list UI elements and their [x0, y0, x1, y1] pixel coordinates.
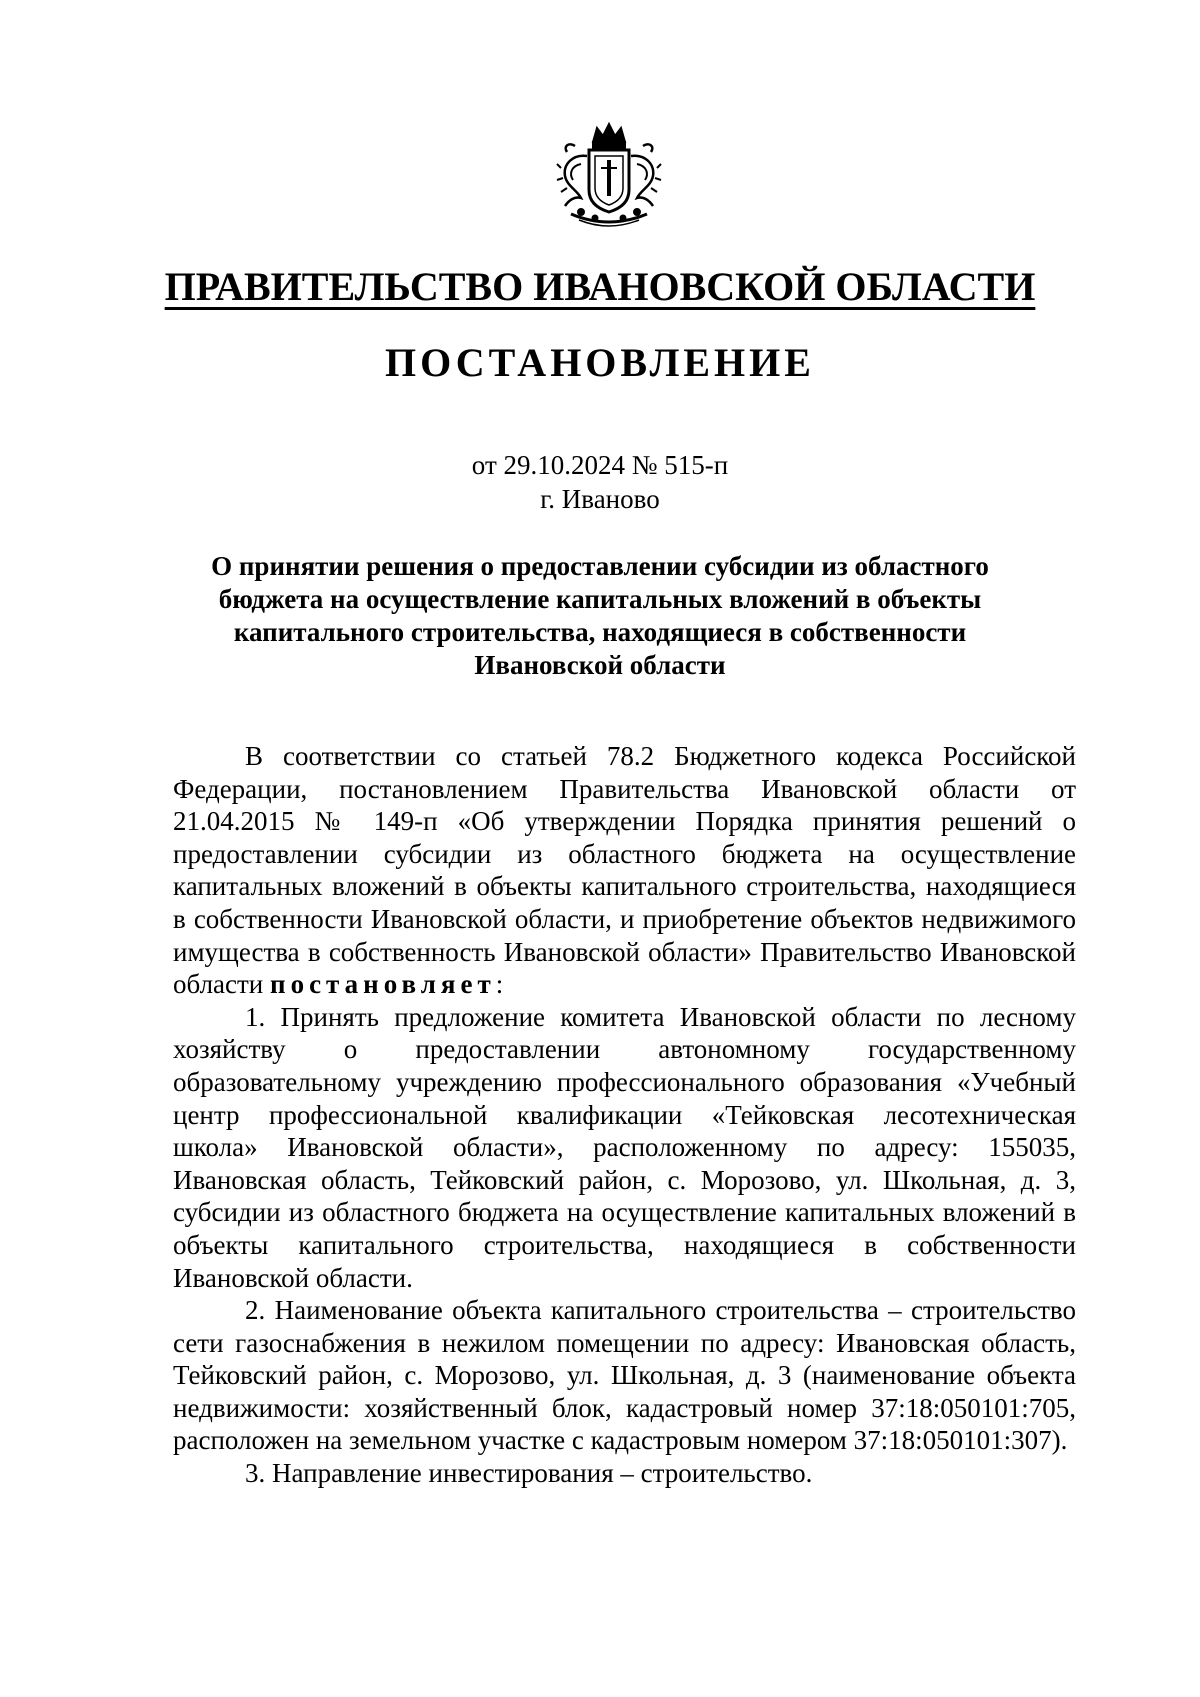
document-city: г. Иваново — [540, 484, 660, 514]
government-title: ПРАВИТЕЛЬСТВО ИВАНОВСКОЙ ОБЛАСТИ — [164, 264, 1036, 309]
document-body — [173, 740, 1076, 1490]
item-1-paragraph: 1. Принять предложение комитета Ивановской области по лесному хозяйству о предоставлении автономному государственному образовательному учреждению профессионального образования «Учебный центр профессиональной квалификации «Тейковская лесотехническая школа» Ивановской области», расположенному по адресу: 155035, Ивановская область, Тейковский район, с. Морозово, ул. Школьная, д. 3, субсидии из областного бюджета на осуществление капитальных вложений в объекты капитального строительства, находящиеся в собственности Ивановской области. — [173, 1001, 1076, 1293]
item-2-paragraph: 2. Наименование объекта капитального строительства – строительство сети газоснабжения в нежилом помещении по адресу: Ивановская область, Тейковский район, с. Морозово, ул. Школьная, д. 3 (наименование объекта недвижимости: хозяйственный блок, кадастровый номер 37:18:050101:705, расположен на земельном участке с кадастровым номером 37:18:050101:307). — [173, 1295, 1076, 1456]
document-type-title: ПОСТАНОВЛЕНИЕ — [385, 340, 815, 385]
item-3-paragraph: 3. Направление инвестирования – строительство. — [245, 1458, 813, 1489]
document-date-number: от 29.10.2024 № 515-п — [471, 450, 729, 480]
document-subject: О принятии решения о предоставлении субсидии из областного бюджета на осуществление капитальных вложений в объекты капитального строительства, находящиеся в собственности Ивановской области — [211, 551, 989, 680]
resolves-word: постановляет — [270, 969, 496, 1000]
preamble-paragraph: В соответствии со статьей 78.2 Бюджетного кодекса Российской Федерации, постановлением Правительства Ивановской области от 21.04.2015 № 149-п «Об утверждении Порядка принятия решений о предоставлении субсидии из областного бюджета на осуществление капитальных вложений в объекты капитального строительства, находящиеся в собственности Ивановской области, и приобретение объектов недвижимого имущества в собственность Ивановской области» Правительство Ивановской области постановляет: — [173, 741, 1076, 1000]
coat-of-arms-emblem — [551, 120, 667, 228]
